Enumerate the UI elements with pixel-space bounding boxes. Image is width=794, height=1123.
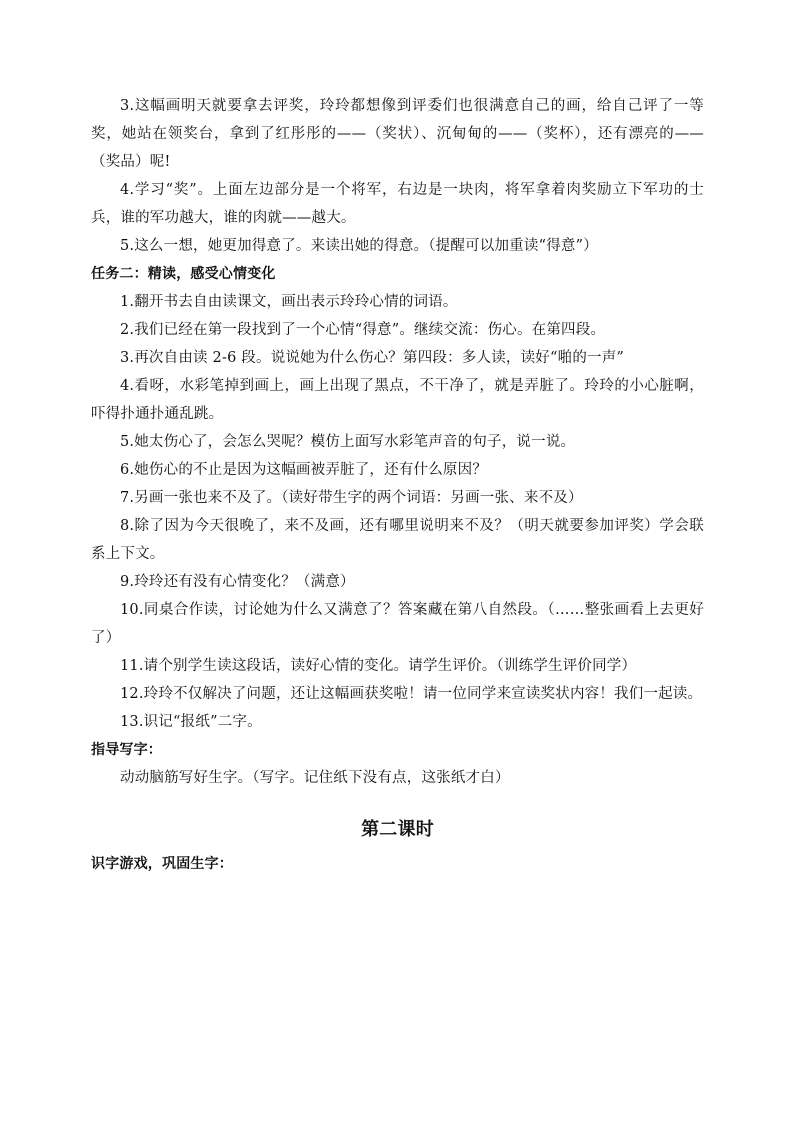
paragraph-read-pride: 5.这么一想，她更加得意了。来读出她的得意。（提醒可以加重读“得意”） xyxy=(120,238,598,254)
paragraph-award-imagination: 3.这幅画明天就要拿去评奖，玲玲都想像到评委们也很满意自己的画，给自己评了一等奖，她站在领奖台，拿到了红彤彤的——（奖状）、沉甸甸的——（奖杯），还有漂亮的——（奖品）呢! xyxy=(91,98,704,170)
task-item-9: 9.玲玲还有没有心情变化？（满意） xyxy=(120,574,355,590)
section-heading-literacy-game: 识字游戏，巩固生字： xyxy=(91,856,233,872)
task-item-12: 12.玲玲不仅解决了问题，还让这幅画获奖啦！请一位同学来宣读奖状内容！我们一起读。 xyxy=(120,686,703,702)
section-heading-task-two: 任务二：精读，感受心情变化 xyxy=(91,266,276,282)
writing-guidance-text: 动动脑筋写好生字。（写字。记住纸下没有点，这张纸才白） xyxy=(120,770,510,786)
task-item-8: 8.除了因为今天很晚了，来不及画，还有哪里说明来不及？（明天就要参加评奖）学会联系上下文。 xyxy=(91,518,704,562)
task-item-10: 10.同桌合作读，讨论她为什么又满意了？答案藏在第八自然段。（……整张画看上去更好了） xyxy=(91,602,704,646)
task-item-7: 7.另画一张也来不及了。（读好带生字的两个词语：另画一张、来不及） xyxy=(120,490,583,506)
task-item-11: 11.请个别学生读这段话，读好心情的变化。请学生评价。（训练学生评价同学） xyxy=(120,658,637,674)
paragraph-learn-jiang: 4.学习“奖”。上面左边部分是一个将军，右边是一块肉，将军拿着肉奖励立下军功的士兵，谁的军功越大，谁的肉就——越大。 xyxy=(91,182,704,226)
task-item-13: 13.识记“报纸”二字。 xyxy=(120,714,262,730)
task-item-4: 4.看呀，水彩笔掉到画上，画上出现了黑点，不干净了，就是弄脏了。玲玲的小心脏啊，吓得扑通扑通乱跳。 xyxy=(91,378,704,422)
task-item-5: 5.她太伤心了，会怎么哭呢？模仿上面写水彩笔声音的句子，说一说。 xyxy=(120,434,576,450)
document-body xyxy=(91,92,704,878)
task-item-6: 6.她伤心的不止是因为这幅画被弄脏了，还有什么原因？ xyxy=(120,462,488,478)
task-item-3: 3.再次自由读 2-6 段。说说她为什么伤心？第四段：多人读，读好“啪的一声” xyxy=(120,350,625,366)
task-item-2: 2.我们已经在第一段找到了一个心情“得意”。继续交流：伤心。在第四段。 xyxy=(120,322,606,338)
task-item-1: 1.翻开书去自由读课文，画出表示玲玲心情的词语。 xyxy=(120,294,458,310)
section-heading-writing-guidance: 指导写字： xyxy=(91,742,162,758)
lesson-two-title: 第二课时 xyxy=(361,819,434,840)
